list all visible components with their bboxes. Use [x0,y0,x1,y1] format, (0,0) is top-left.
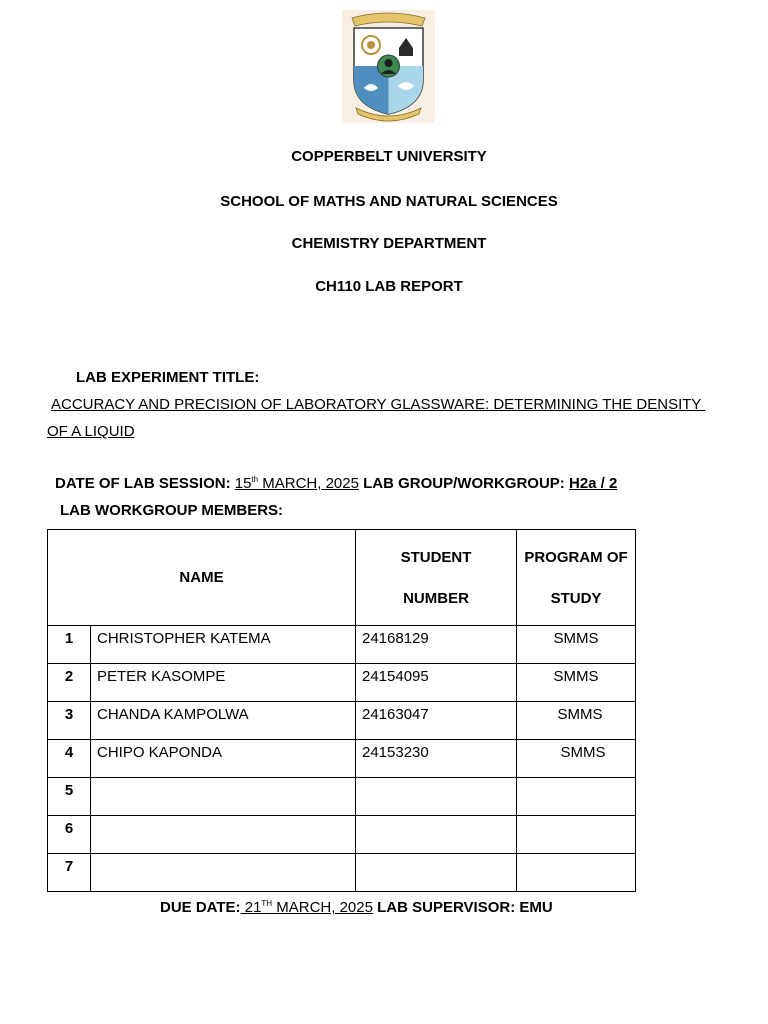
student-number: 24153230 [356,740,517,778]
program-header [517,530,636,626]
student-number-header [356,530,517,626]
table-row [48,778,636,816]
student-number: 24154095 [356,664,517,702]
student-number: 24163047 [356,702,517,740]
row-number: 6 [48,816,91,854]
student-number [356,778,517,816]
member-name: PETER KASOMPE [91,664,356,702]
row-number: 1 [48,626,91,664]
row-number: 7 [48,854,91,892]
experiment-title-label: LAB EXPERIMENT TITLE: [76,369,260,386]
due-date [241,899,373,916]
program-header-line-1: PROGRAM OF [524,548,628,566]
session-date-rest: MARCH, 2025 [258,475,359,492]
due-date-label: DUE DATE: [160,899,241,916]
row-number: 4 [48,740,91,778]
school-name: SCHOOL OF MATHS AND NATURAL SCIENCES [220,193,558,210]
row-number: 5 [48,778,91,816]
program-of-study: SMMS [517,702,636,740]
student-header-line-2: NUMBER [403,589,469,607]
university-name: COPPERBELT UNIVERSITY [291,148,487,165]
due-date-rest: MARCH, 2025 [272,899,373,916]
student-header-line-1: STUDENT [400,548,472,566]
member-name [91,778,356,816]
department-name: CHEMISTRY DEPARTMENT [291,235,487,252]
row-number: 2 [48,664,91,702]
student-number [356,854,517,892]
due-date-line [160,899,553,916]
session-date [235,475,359,492]
members-table [47,529,636,892]
program-of-study [517,854,636,892]
program-of-study: SMMS [517,626,636,664]
date-label: DATE OF LAB SESSION: [55,475,231,492]
member-name: CHIPO KAPONDA [91,740,356,778]
student-number: 24168129 [356,626,517,664]
table-row [48,702,636,740]
program-of-study: SMMS [517,740,636,778]
member-name: CHRISTOPHER KATEMA [91,626,356,664]
group-label: LAB GROUP/WORKGROUP: [363,475,565,492]
program-of-study [517,778,636,816]
student-number [356,816,517,854]
name-header: NAME [48,530,356,626]
program-of-study: SMMS [517,664,636,702]
due-date-suffix: TH [261,899,273,908]
table-row [48,816,636,854]
session-line [55,475,617,492]
university-crest-logo [342,10,435,123]
group-value: H2a / 2 [568,475,618,492]
experiment-title-line-2: OF A LIQUID [47,423,135,440]
program-header-line-2: STUDY [550,589,602,607]
session-date-suffix: th [251,475,259,484]
session-date-day: 15 [234,475,252,492]
table-header-row [48,530,636,626]
experiment-title-line-1: ACCURACY AND PRECISION OF LABORATORY GLASSWARE: DETERMINING THE DENSITY [51,396,706,413]
supervisor: LAB SUPERVISOR: EMU [372,899,553,916]
members-label: LAB WORKGROUP MEMBERS: [60,502,284,519]
member-name [91,816,356,854]
table-row [48,626,636,664]
program-of-study [517,816,636,854]
table-row [48,740,636,778]
report-title: CH110 LAB REPORT [315,278,463,295]
table-row [48,854,636,892]
member-name [91,854,356,892]
member-name: CHANDA KAMPOLWA [91,702,356,740]
due-date-day: 21 [240,899,262,916]
table-row [48,664,636,702]
row-number: 3 [48,702,91,740]
